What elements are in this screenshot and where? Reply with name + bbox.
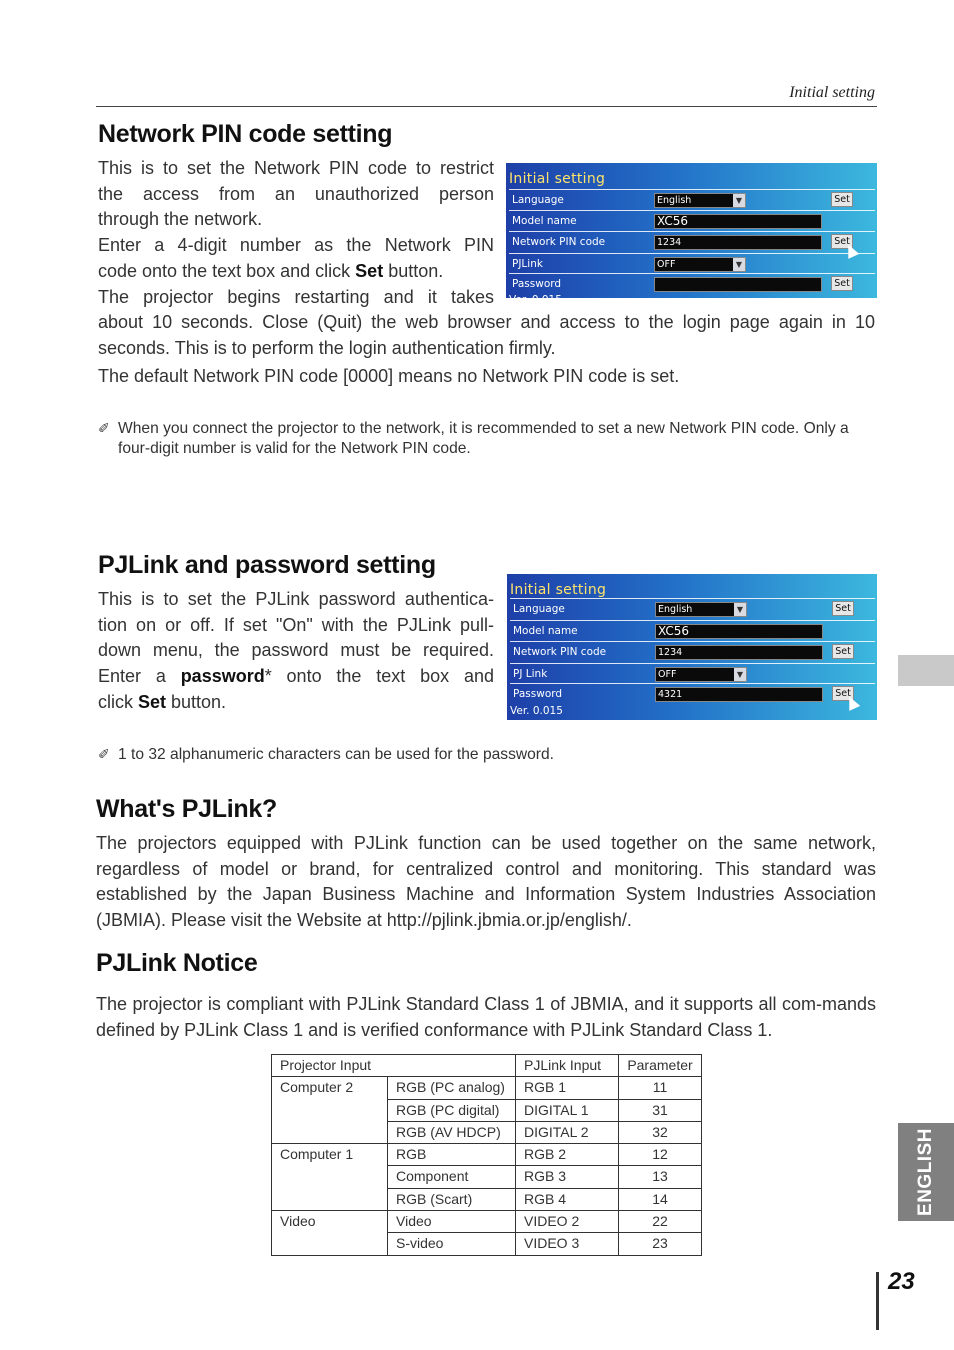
page-number-bar <box>876 1272 879 1330</box>
table-cell: Video <box>388 1211 516 1233</box>
table-row <box>272 1211 702 1233</box>
row-label: Language <box>512 194 564 206</box>
set-language-button[interactable]: Set <box>831 192 853 207</box>
table-cell: RGB <box>388 1144 516 1166</box>
chevron-down-icon: ▼ <box>734 668 746 681</box>
pjlink-password-intro <box>98 587 494 716</box>
table-header-cell: Projector Input <box>272 1055 516 1077</box>
model-name-field: XC56 <box>655 624 823 639</box>
language-tab-label: ENGLISH <box>915 1128 936 1216</box>
network-pin-input[interactable]: 1234 <box>654 235 822 250</box>
set-password-button[interactable]: Set <box>832 686 854 701</box>
model-name-field: XC56 <box>654 214 822 229</box>
set-network-pin-button[interactable]: Set <box>832 644 854 659</box>
row-label: PJLink <box>512 258 543 270</box>
note-text: When you connect the projector to the network, it is recommended to set a new Network PIN code. Only a four-digit number is valid for the Network PIN code. <box>118 420 849 457</box>
table-cell: DIGITAL 1 <box>516 1099 619 1121</box>
set-network-pin-button[interactable]: Set <box>831 234 853 249</box>
row-label: Network PIN code <box>513 646 607 658</box>
table-group-cell: Video <box>272 1211 388 1256</box>
section-heading-pjlink-notice: PJLink Notice <box>96 949 258 977</box>
setting-row-network-pin <box>509 231 875 253</box>
text-line: This is to set the Network PIN code to restrict <box>98 158 494 178</box>
table-cell: RGB 2 <box>516 1144 619 1166</box>
version-label: Ver. 0.015 <box>509 294 562 306</box>
page-number: 23 <box>888 1268 915 1295</box>
text-line: This is to set the PJLink password authentica- <box>98 589 494 609</box>
note-text: 1 to 32 alphanumeric characters can be used for the password. <box>118 746 555 763</box>
table-cell: 11 <box>619 1077 702 1099</box>
table-cell: RGB (AV HDCP) <box>388 1121 516 1143</box>
password-input[interactable] <box>654 277 822 292</box>
row-label: Password <box>512 278 562 290</box>
language-select[interactable] <box>655 602 747 617</box>
row-label: Password <box>513 688 563 700</box>
text-line <box>98 259 494 285</box>
pencil-icon: ✐ <box>98 420 110 436</box>
set-language-button[interactable]: Set <box>832 601 854 616</box>
chevron-down-icon: ▼ <box>733 258 745 271</box>
table-group-cell: Computer 1 <box>272 1144 388 1211</box>
network-pin-default-text: The default Network PIN code [0000] means no Network PIN code is set. <box>98 366 680 386</box>
table-header-row <box>272 1055 702 1077</box>
panel-title: Initial setting <box>509 171 606 187</box>
header-rule <box>96 106 877 107</box>
select-value: English <box>658 604 693 615</box>
setting-row-language <box>510 598 875 620</box>
pjlink-select[interactable] <box>654 257 746 272</box>
select-value: OFF <box>657 259 676 270</box>
table-cell: 12 <box>619 1144 702 1166</box>
select-value: OFF <box>658 669 677 680</box>
setting-row-model-name <box>509 210 875 232</box>
table-cell: RGB (PC digital) <box>388 1099 516 1121</box>
table-cell: RGB (PC analog) <box>388 1077 516 1099</box>
table-cell: RGB 1 <box>516 1077 619 1099</box>
table-cell: 13 <box>619 1166 702 1188</box>
section-heading-whats-pjlink: What's PJLink? <box>96 795 277 823</box>
pjlink-input-table <box>271 1054 702 1256</box>
set-keyword: Set <box>355 260 384 281</box>
row-label: PJ Link <box>513 668 548 680</box>
version-label: Ver. 0.015 <box>510 705 563 717</box>
side-tab-marker <box>898 655 954 686</box>
text-line: the access from an unauthorized person <box>98 183 494 204</box>
row-label: Model name <box>512 215 577 227</box>
pjlink-select[interactable] <box>655 667 747 682</box>
text-fragment: code onto the text box and click <box>98 260 356 281</box>
text-line: through the network. <box>98 209 263 230</box>
password-input[interactable]: 4321 <box>655 687 823 702</box>
language-side-tab <box>898 1123 954 1221</box>
section-heading-pjlink-password: PJLink and password setting <box>98 551 436 579</box>
chevron-down-icon: ▼ <box>734 603 746 616</box>
table-row <box>272 1144 702 1166</box>
whats-pjlink-text: The projectors equipped with PJLink function can be used together on the same network, regardless of model or brand, for centralized control and monitoring. This standard was established by the Japan Business Machine and Information System Industries Association (JBMIA). Please visit the Website at http://pjlink.jbmia.or.jp/english/. <box>96 833 876 931</box>
setting-row-password <box>509 273 875 295</box>
table-cell: 23 <box>619 1233 702 1255</box>
table-cell: 14 <box>619 1188 702 1210</box>
password-note <box>98 745 858 765</box>
select-value: English <box>657 195 692 206</box>
setting-row-pjlink <box>509 253 875 275</box>
row-label: Language <box>513 603 565 615</box>
row-label: Model name <box>513 625 578 637</box>
network-pin-note <box>98 419 858 458</box>
pjlink-notice-text: The projector is compliant with PJLink Standard Class 1 of JBMIA, and it supports all com-mands defined by PJLink Class 1 and is verified conformance with PJLink Standard Class 1. <box>96 994 876 1040</box>
language-select[interactable] <box>654 193 746 208</box>
text-fragment: button. <box>383 260 444 281</box>
section-heading-network-pin: Network PIN code setting <box>98 120 393 148</box>
table-cell: RGB 3 <box>516 1166 619 1188</box>
network-pin-input[interactable]: 1234 <box>655 645 823 660</box>
text-line: Enter a 4-digit number as the Network PIN <box>98 235 494 256</box>
table-cell: 32 <box>619 1121 702 1143</box>
set-keyword: Set <box>138 691 167 712</box>
network-pin-restart-text: about 10 seconds. Close (Quit) the web browser and access to the login page again in 10 seconds. This is to perform the login authentication firmly. <box>98 312 875 358</box>
table-cell: RGB 4 <box>516 1188 619 1210</box>
table-cell: S-video <box>388 1233 516 1255</box>
table-cell: Component <box>388 1166 516 1188</box>
table-cell: 22 <box>619 1211 702 1233</box>
setting-row-password <box>510 683 875 705</box>
initial-setting-panel-network-pin <box>506 163 877 306</box>
network-pin-intro <box>98 156 494 310</box>
row-label: Network PIN code <box>512 236 606 248</box>
table-cell: RGB (Scart) <box>388 1188 516 1210</box>
running-header: Initial setting <box>789 84 875 101</box>
text-line: down menu, the password must be required. <box>98 640 494 661</box>
table-header-cell: PJLink Input <box>516 1055 619 1077</box>
mouse-cursor-icon <box>844 694 860 711</box>
table-cell: 31 <box>619 1099 702 1121</box>
table-header-cell: Parameter <box>619 1055 702 1077</box>
panel-title: Initial setting <box>510 582 607 598</box>
text-line <box>98 664 494 690</box>
setting-row-model-name <box>510 620 875 642</box>
table-group-cell: Computer 2 <box>272 1077 388 1144</box>
text-fragment: button. <box>166 691 227 712</box>
text-line: tion on or off. If set "On" with the PJLink pull- <box>98 614 494 635</box>
table-cell: DIGITAL 2 <box>516 1121 619 1143</box>
setting-row-network-pin <box>510 641 875 663</box>
table-cell: VIDEO 3 <box>516 1233 619 1255</box>
table-row <box>272 1077 702 1099</box>
initial-setting-panel-pjlink <box>507 574 877 720</box>
text-fragment: click <box>98 691 138 712</box>
setting-row-pjlink <box>510 663 875 685</box>
text-fragment: Enter a <box>98 666 181 687</box>
setting-row-language <box>509 189 875 211</box>
text-fragment: * onto the text box and <box>264 666 494 687</box>
table-cell: VIDEO 2 <box>516 1211 619 1233</box>
password-keyword: password <box>180 666 265 687</box>
set-password-button[interactable]: Set <box>831 276 853 291</box>
chevron-down-icon: ▼ <box>733 194 745 207</box>
pencil-icon: ✐ <box>98 746 110 762</box>
text-line: The projector begins restarting and it takes <box>98 286 494 307</box>
text-line <box>98 690 494 716</box>
